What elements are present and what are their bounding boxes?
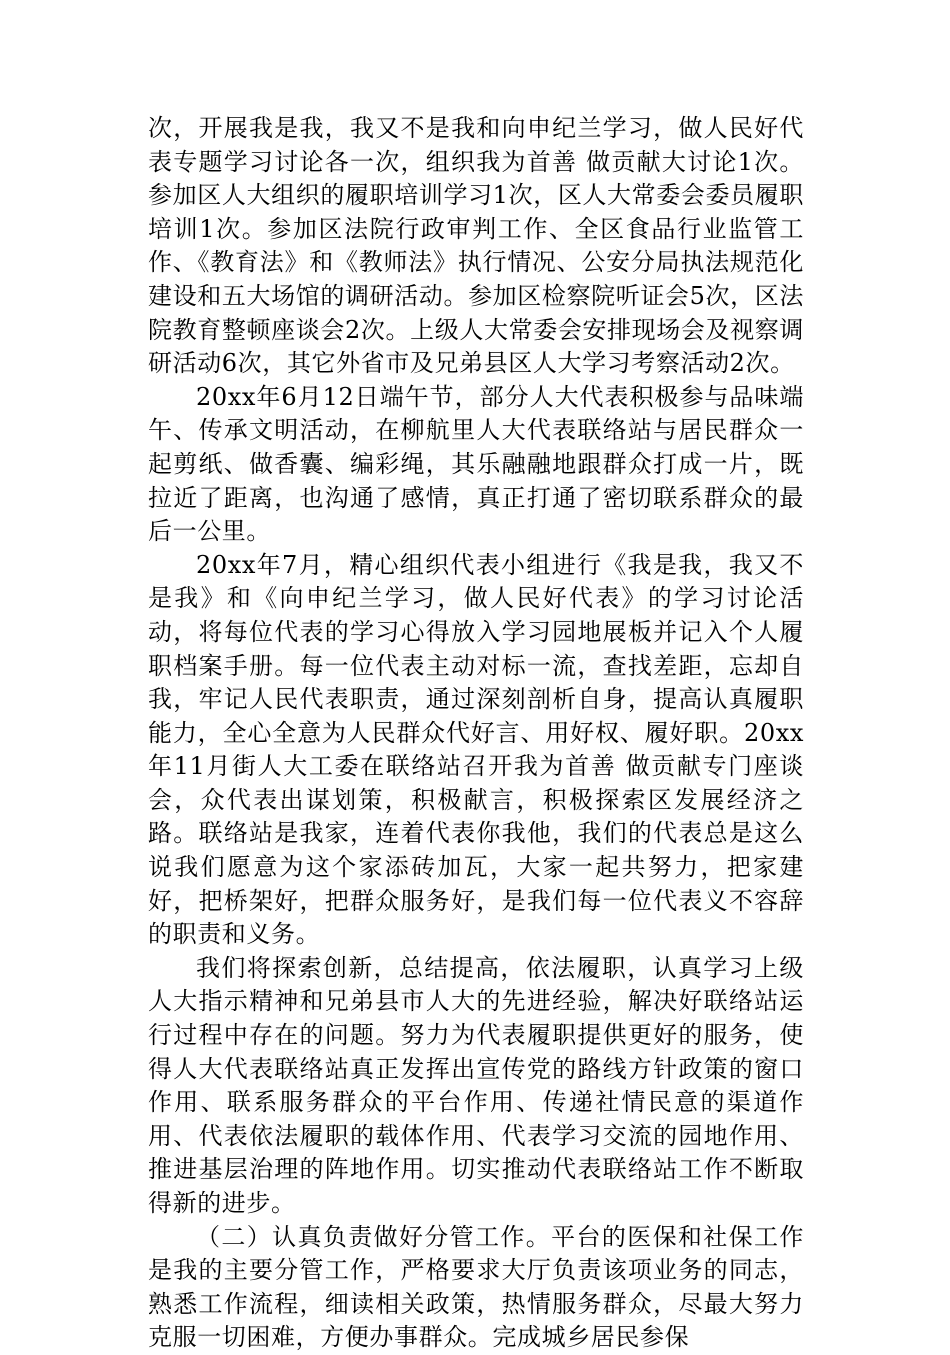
paragraph-3: 20xx年7月，精心组织代表小组进行《我是我，我又不是我》和《向申纪兰学习，做人民好代表》的学习讨论活动，将每位代表的学习心得放入学习园地展板并记入个人履职档案手册。每一位代表主动对标一流，查找差距，忘却自我，牢记人民代表职责，通过深刻剖析自身，提高认真履职能力，全心全意为人民群众代好言、用好权、履好职。20xx年11月街人大工委在联络站召开我为首善 做贡献专门座谈会，众代表出谋划策，积极献言，积极探索区发展经济之路。联络站是我家，连着代表你我他，我们的代表总是这么说我们愿意为这个家添砖加瓦，大家一起共努力，把家建好，把桥架好，把群众服务好，是我们每一位代表义不容辞的职责和义务。 (148, 550, 804, 949)
paragraph-5: （二）认真负责做好分管工作。平台的医保和社保工作是我的主要分管工作，严格要求大厅负责该项业务的同志，熟悉工作流程，细读相关政策，热情服务群众，尽最大努力克服一切困难，方便办事群众。完成城乡居民参保 (148, 1222, 804, 1352)
paragraph-1: 次，开展我是我，我又不是我和向申纪兰学习，做人民好代表专题学习讨论各一次，组织我为首善 做贡献大讨论1次。参加区人大组织的履职培训学习1次，区人大常委会委员履职培训1次。参加区法院行政审判工作、全区食品行业监管工作、《教育法》和《教师法》执行情况、公安分局执法规范化建设和五大场馆的调研活动。参加区检察院听证会5次，区法院教育整顿座谈会2次。上级人大常委会安排现场会及视察调研活动6次，其它外省市及兄弟县区人大学习考察活动2次。 (148, 114, 804, 378)
paragraph-2: 20xx年6月12日端午节，部分人大代表积极参与品味端午、传承文明活动，在柳航里人大代表联络站与居民群众一起剪纸、做香囊、编彩绳，其乐融融地跟群众打成一片，既拉近了距离，也沟通了感情，真正打通了密切联系群众的最后一公里。 (148, 382, 804, 546)
document-page (148, 112, 804, 1355)
paragraph-4: 我们将探索创新，总结提高，依法履职，认真学习上级人大指示精神和兄弟县市人大的先进经验，解决好联络站运行过程中存在的问题。努力为代表履职提供更好的服务，使得人大代表联络站真正发挥出宣传党的路线方针政策的窗口作用、联系服务群众的平台作用、传递社情民意的渠道作用、代表依法履职的载体作用、代表学习交流的园地作用、推进基层治理的阵地作用。切实推动代表联络站工作不断取得新的进步。 (148, 953, 804, 1217)
